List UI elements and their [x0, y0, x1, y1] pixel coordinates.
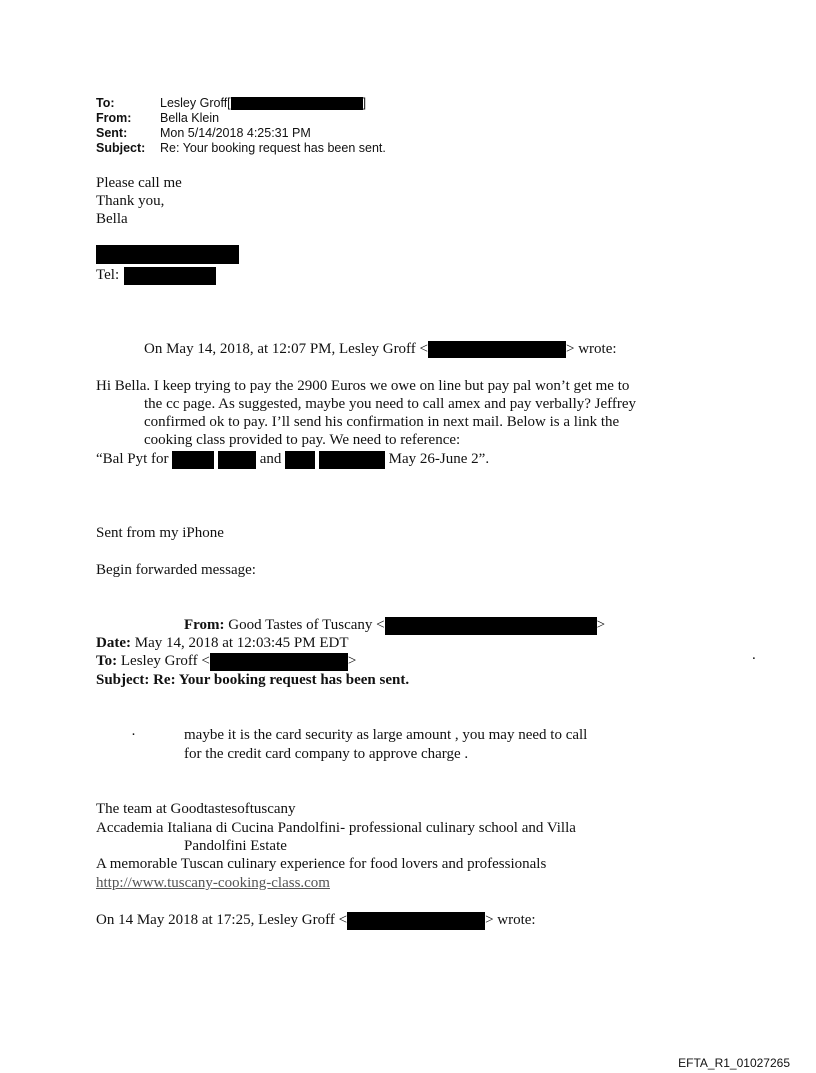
sig-line-1: The team at Goodtastesoftuscany: [96, 801, 296, 817]
reference-prefix: “Bal Pyt for: [96, 451, 169, 467]
tel-line: [96, 266, 216, 285]
fwd-from-close: >: [596, 617, 606, 633]
sig-line-2: Accademia Italiana di Cucina Pandolfini- professional culinary school and Villa: [96, 820, 576, 836]
to-label: To:: [96, 96, 115, 110]
from-label: From:: [96, 111, 132, 125]
redaction-block: [231, 97, 363, 110]
from-value: Bella Klein: [160, 111, 220, 125]
reference-suffix: May 26-June 2”.: [388, 451, 490, 467]
redaction-block: [347, 912, 485, 930]
quote1-intro: [144, 340, 617, 358]
redaction-block: [172, 451, 214, 469]
redaction-block: [285, 451, 315, 469]
website-link[interactable]: http://www.tuscany-cooking-class.com: [96, 875, 330, 891]
begin-forwarded: Begin forwarded message:: [96, 562, 256, 578]
fwd-to-close: >: [347, 653, 357, 669]
fwd-subject-label: Subject:: [96, 672, 150, 688]
fwd-from-label: From:: [184, 617, 225, 633]
bullet: ·: [131, 727, 136, 743]
to-close: ]: [362, 96, 367, 110]
quote1-intro-text: On May 14, 2018, at 12:07 PM, Lesley Groff <: [144, 341, 428, 357]
fwd-msg-line-1: maybe it is the card security as large amount , you may need to call: [184, 727, 588, 743]
fwd-to-value: Lesley Groff <: [120, 653, 210, 669]
redaction-block: [96, 245, 239, 264]
sent-label: Sent:: [96, 126, 128, 140]
redaction-block: [218, 451, 256, 469]
sig-line-4: A memorable Tuscan culinary experience for food lovers and professionals: [96, 856, 547, 872]
fwd-date-value: May 14, 2018 at 12:03:45 PM EDT: [134, 635, 349, 651]
redaction-block: [210, 653, 348, 671]
fwd-date-label: Date:: [96, 635, 131, 651]
body-line-1: Please call me: [96, 175, 182, 191]
redaction-block: [319, 451, 385, 469]
sig-line-3: Pandolfini Estate: [184, 838, 287, 854]
quote1-para-line-4: cooking class provided to pay. We need to reference:: [144, 432, 461, 448]
quote1-para-line-2: the cc page. As suggested, maybe you need to call amex and pay verbally? Jeffrey: [144, 396, 637, 412]
quote1-para-line-1: Hi Bella. I keep trying to pay the 2900 Euros we owe on line but pay pal won’t get me to: [96, 378, 630, 394]
fwd-msg-line-2: for the credit card company to approve charge .: [184, 746, 469, 762]
redaction-block: [428, 341, 566, 358]
redaction-block: [385, 617, 597, 635]
sent-from: Sent from my iPhone: [96, 525, 224, 541]
quote1-para-line-3: confirmed ok to pay. I’ll send his confirmation in next mail. Below is a link the: [144, 414, 620, 430]
quote1-intro-wrote: > wrote:: [566, 341, 617, 357]
subject-label: Subject:: [96, 141, 146, 155]
quote2-intro-text: On 14 May 2018 at 17:25, Lesley Groff <: [96, 912, 348, 928]
fwd-from-value: Good Tastes of Tuscany <: [228, 617, 385, 633]
fwd-to-label: To:: [96, 653, 118, 669]
body-line-2: Thank you,: [96, 193, 165, 209]
fwd-to: [96, 652, 356, 671]
sent-value: Mon 5/14/2018 4:25:31 PM: [160, 126, 311, 140]
document-id: EFTA_R1_01027265: [678, 1056, 790, 1070]
redaction-block: [124, 267, 216, 285]
quote1-reference: [96, 450, 489, 469]
subject-value: Re: Your booking request has been sent.: [160, 141, 386, 155]
body-line-3: Bella: [96, 211, 128, 227]
tel-label: Tel:: [96, 267, 120, 283]
fwd-from: [184, 616, 605, 635]
fwd-date: [96, 634, 348, 652]
quote2-intro: [96, 911, 536, 930]
email-header: [96, 96, 496, 160]
fwd-subject-value: Re: Your booking request has been sent.: [153, 672, 410, 688]
to-value: [160, 96, 366, 111]
fwd-subject: [96, 671, 409, 689]
to-name: Lesley Groff[: [160, 96, 231, 110]
quote2-intro-wrote: > wrote:: [485, 912, 536, 928]
stray-dot: .: [752, 647, 756, 663]
reference-and: and: [259, 451, 282, 467]
